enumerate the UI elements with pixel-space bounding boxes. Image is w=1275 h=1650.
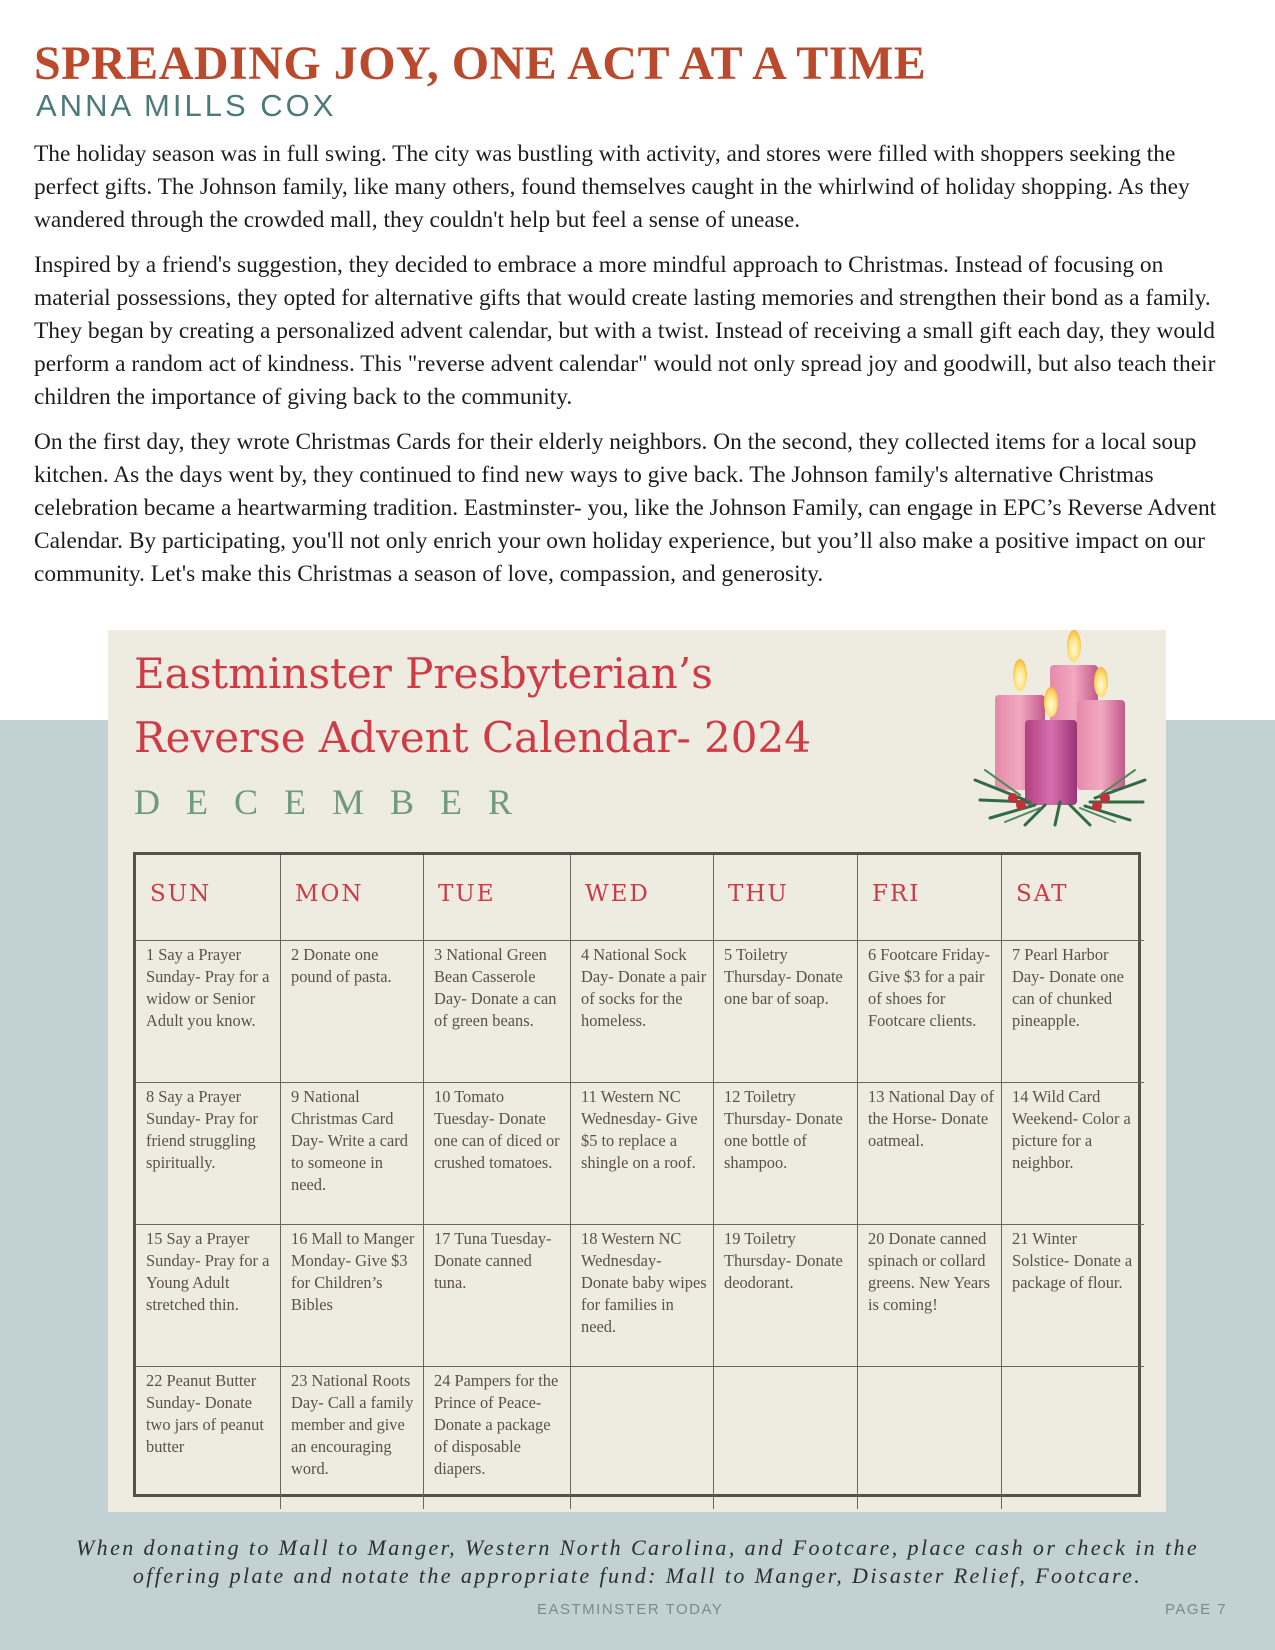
footer-publication: EASTMINSTER TODAY [537, 1601, 724, 1618]
calendar-cell: 7 Pearl Harbor Day- Donate one can of chunked pineapple. [1002, 941, 1144, 1083]
calendar-title-line-1: Eastminster Presbyterian’s [134, 649, 713, 698]
article-author: ANNA MILLS COX [36, 88, 337, 123]
calendar-cell: 6 Footcare Friday- Give $3 for a pair of shoes for Footcare clients. [858, 941, 1002, 1083]
calendar-cell: 2 Donate one pound of pasta. [281, 941, 424, 1083]
calendar-cell: 12 Toiletry Thursday- Donate one bottle of shampoo. [714, 1083, 858, 1225]
advent-candles-icon [965, 630, 1155, 830]
calendar-cell: 16 Mall to Manger Monday- Give $3 for Children’s Bibles [281, 1225, 424, 1367]
calendar-cell: 5 Toiletry Thursday- Donate one bar of soap. [714, 941, 858, 1083]
paragraph-3: On the first day, they wrote Christmas Cards for their elderly neighbors. On the second, they collected items for a local soup kitchen. As the days went by, they continued to find new ways to give back. The Johnson family's alternative Christmas celebration became a heartwarming tradition. Eastminster- you, like the Johnson Family, can engage in EPC’s Reverse Advent Calendar. By participating, you'll not only enrich your own holiday experience, but you’ll also make a positive impact on our community. Let's make this Christmas a season of love, compassion, and generosity. [34, 429, 1217, 587]
weekday-fri: FRI [858, 855, 1002, 941]
calendar-cell: 10 Tomato Tuesday- Donate one can of diced or crushed tomatoes. [424, 1083, 571, 1225]
footer-page-number: PAGE 7 [1165, 1601, 1228, 1618]
calendar-cell: 21 Winter Solstice- Donate a package of flour. [1002, 1225, 1144, 1367]
weekday-thu: THU [714, 855, 858, 941]
advent-calendar-image [108, 630, 1166, 1512]
donation-footnote: When donating to Mall to Manger, Western North Carolina, and Footcare, place cash or check in the offering plate and notate the appropriate fund: Mall to Manger, Disaster Relief, Footcare. [75, 1535, 1200, 1588]
calendar-cell: 23 National Roots Day- Call a family member and give an encouraging word. [281, 1367, 424, 1509]
calendar-cell: 19 Toiletry Thursday- Donate deodorant. [714, 1225, 858, 1367]
calendar-title [134, 642, 934, 770]
calendar-cell: 22 Peanut Butter Sunday- Donate two jars of peanut butter [136, 1367, 281, 1509]
calendar-cell: 18 Western NC Wednesday- Donate baby wipes for families in need. [571, 1225, 714, 1367]
calendar-cell: 14 Wild Card Weekend- Color a picture for a neighbor. [1002, 1083, 1144, 1225]
weekday-tue: TUE [424, 855, 571, 941]
weekday-wed: WED [571, 855, 714, 941]
calendar-cell: 3 National Green Bean Casserole Day- Donate a can of green beans. [424, 941, 571, 1083]
calendar-cell-empty [571, 1367, 714, 1509]
calendar-grid [133, 852, 1141, 1497]
paragraph-1: The holiday season was in full swing. The city was bustling with activity, and stores were filled with shoppers seeking the perfect gifts. The Johnson family, like many others, found themselves caught in the whirlwind of holiday shopping. As they wandered through the crowded mall, they couldn't help but feel a sense of unease. [34, 141, 1190, 233]
calendar-cell: 24 Pampers for the Prince of Peace- Donate a package of disposable diapers. [424, 1367, 571, 1509]
calendar-cell: 17 Tuna Tuesday- Donate canned tuna. [424, 1225, 571, 1367]
calendar-cell: 8 Say a Prayer Sunday- Pray for friend struggling spiritually. [136, 1083, 281, 1225]
calendar-month: DECEMBER [134, 782, 539, 822]
calendar-cell-empty [858, 1367, 1002, 1509]
calendar-cell-empty [714, 1367, 858, 1509]
calendar-title-line-2: Reverse Advent Calendar- 2024 [134, 713, 811, 762]
calendar-cell: 9 National Christmas Card Day- Write a card to someone in need. [281, 1083, 424, 1225]
weekday-mon: MON [281, 855, 424, 941]
calendar-cell: 20 Donate canned spinach or collard greens. New Years is coming! [858, 1225, 1002, 1367]
calendar-cell: 11 Western NC Wednesday- Give $5 to replace a shingle on a roof. [571, 1083, 714, 1225]
calendar-cell: 1 Say a Prayer Sunday- Pray for a widow or Senior Adult you know. [136, 941, 281, 1083]
paragraph-2: Inspired by a friend's suggestion, they decided to embrace a more mindful approach to Christmas. Instead of focusing on material possessions, they opted for alternative gifts that would create lasting memories and strengthen their bond as a family. They began by creating a personalized advent calendar, but with a twist. Instead of receiving a small gift each day, they would perform a random act of kindness. This "reverse advent calendar" would not only spread joy and goodwill, but also teach their children the importance of giving back to the community. [34, 252, 1216, 410]
article-title: SPREADING JOY, ONE ACT AT A TIME [34, 37, 927, 90]
article-body [34, 138, 1244, 603]
calendar-cell: 4 National Sock Day- Donate a pair of socks for the homeless. [571, 941, 714, 1083]
calendar-cell-empty [1002, 1367, 1144, 1509]
calendar-cell: 15 Say a Prayer Sunday- Pray for a Young Adult stretched thin. [136, 1225, 281, 1367]
weekday-sun: SUN [136, 855, 281, 941]
weekday-sat: SAT [1002, 855, 1144, 941]
calendar-cell: 13 National Day of the Horse- Donate oatmeal. [858, 1083, 1002, 1225]
